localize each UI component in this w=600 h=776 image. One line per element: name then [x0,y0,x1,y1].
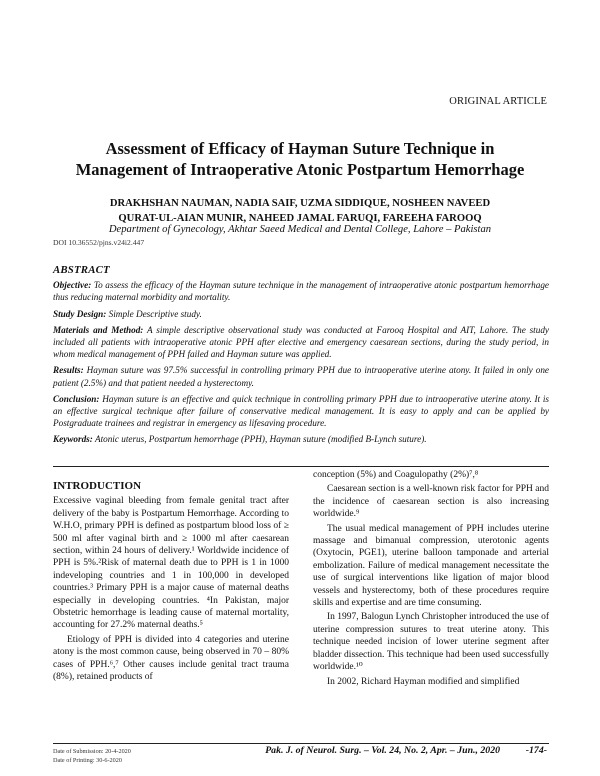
objective-text: To assess the efficacy of the Hayman suture technique in the management of intraoperative atonic postpartum hemorrhage thus reducing maternal morbidity and mortality. [53,280,550,303]
journal-citation: Pak. J. of Neurol. Surg. – Vol. 24, No. 2, Apr. – Jun., 2020 [265,745,500,756]
right-paragraph-3: The usual medical management of PPH includes uterine massage and bimanual compression, uterotonic agents (Oxytocin, PGE1), uterine balloon tamponade and arterial embolization. Failure of medical management necessitate the use of surgical interventions like ligation of major blood vessels and hysterectomy, both of these procedures require skills and expertise and are time consuming. [313,523,549,609]
submission-date: Date of Submission: 20-4-2020 [53,748,131,755]
article-type-label: ORIGINAL ARTICLE [449,96,547,107]
right-paragraph-1: conception (5%) and Coagulopathy (2%)⁷,⁸ [313,470,479,480]
printing-date: Date of Printing: 30-6-2020 [53,756,122,764]
right-paragraph-2: Caesarean section is a well-known risk factor for PPH and the incidence of caesarean section is also increasing worldwide.⁹ [313,484,549,520]
abstract-results [53,364,549,388]
results-label: Results: [53,365,84,376]
abstract-methods [53,324,549,361]
left-column [53,469,289,686]
results-text: Hayman suture was 97.5% successful in controlling primary PPH due to intraoperative uterine atony. It failed in only one patient (2.5%) and that patient needed a hysterectomy. [53,365,549,388]
abstract-divider [53,466,549,467]
objective-label: Objective: [53,280,92,291]
abstract-design [53,308,549,320]
doi: DOI 10.36552/pjns.v24i2.447 [53,238,145,247]
right-paragraph-4: In 1997, Balogun Lynch Christopher introduced the use of uterine compression sutures to treat uterine atony. This technique needed incision of lower uterine segment after bladder dissection. This technique had been used successfully worldwide.¹⁰ [313,612,549,673]
footer-divider [53,743,549,744]
methods-label: Materials and Method: [53,324,144,335]
author-line: QURAT-UL-AIAN MUNIR, NAHEED JAMAL FARUQI, FAREEHA FAROOQ [118,213,482,224]
keywords-label: Keywords: [53,434,93,445]
title-line: Assessment of Efficacy of Hayman Suture Technique in [105,139,495,158]
abstract [53,264,549,450]
abstract-conclusion [53,393,549,430]
design-text: Simple Descriptive study. [108,308,202,319]
abstract-heading: ABSTRACT [53,264,110,276]
keywords-text: Atonic uterus, Postpartum hemorrhage (PPH), Hayman suture (modified B-Lynch suture). [94,434,427,445]
affiliation: Department of Gynecology, Akhtar Saeed Medical and Dental College, Lahore – Pakistan [108,224,492,235]
right-column [313,469,549,690]
design-label: Study Design: [53,308,107,319]
article-title [40,138,560,180]
footer-dates [53,748,131,765]
author-list [40,196,560,226]
methods-text: A simple descriptive observational study was conducted at Farooq Hospital and AIT, Lahore. The study included all patients with intraoperative atonic PPH after elective and emergency caesarean sections, during the study period, in whom medical management of PPH failed and Hayman suture was applied. [53,324,550,360]
abstract-keywords [53,433,549,445]
intro-paragraph-1: Excessive vaginal bleeding from female genital tract after delivery of the baby is Postpartum Hemorrhage. According to W.H.O, primary PPH is defined as postpartum blood loss of ≥ 500 ml after vaginal birth and ≥ 1000 ml after caesarean section, within 24 hours of delivery.¹ Worldwide incidence of PPH is 5%.²Risk of maternal death due to PPH is 1 in 1000 indeveloping countries and 1 in 100,000 in developed countries.³ Primary PPH is a major cause of maternal deaths especially in developing countries. ⁴In Pakistan, major Obstetric hemorrhage is leading cause of maternal mortality, accounting for 27.2% maternal deaths.⁵ [53,496,289,631]
conclusion-label: Conclusion: [53,393,100,404]
conclusion-text: Hayman suture is an effective and quick technique in controlling primary PPH due to intraoperative uterine atony. It is an effective surgical technique after failure of conservative medical management. It is easy to apply and can be applied by Postgraduate trainees and registrar in emergency as lifesaving procedure. [53,393,549,429]
title-line: Management of Intraoperative Atonic Postpartum Hemorrhage [75,160,525,179]
abstract-objective [53,279,549,303]
intro-paragraph-2: Etiology of PPH is divided into 4 categories and uterine atony is the most common cause, being observed in 70 – 80% cases of PPH.⁶,⁷ Other causes include genital tract trauma (8%), retained products of [53,634,289,683]
introduction-heading: INTRODUCTION [53,480,142,492]
page-number: -174- [525,745,547,756]
author-line: DRAKHSHAN NAUMAN, NADIA SAIF, UZMA SIDDIQUE, NOSHEEN NAVEED [109,198,491,209]
right-paragraph-5: In 2002, Richard Hayman modified and simplified [327,676,520,687]
